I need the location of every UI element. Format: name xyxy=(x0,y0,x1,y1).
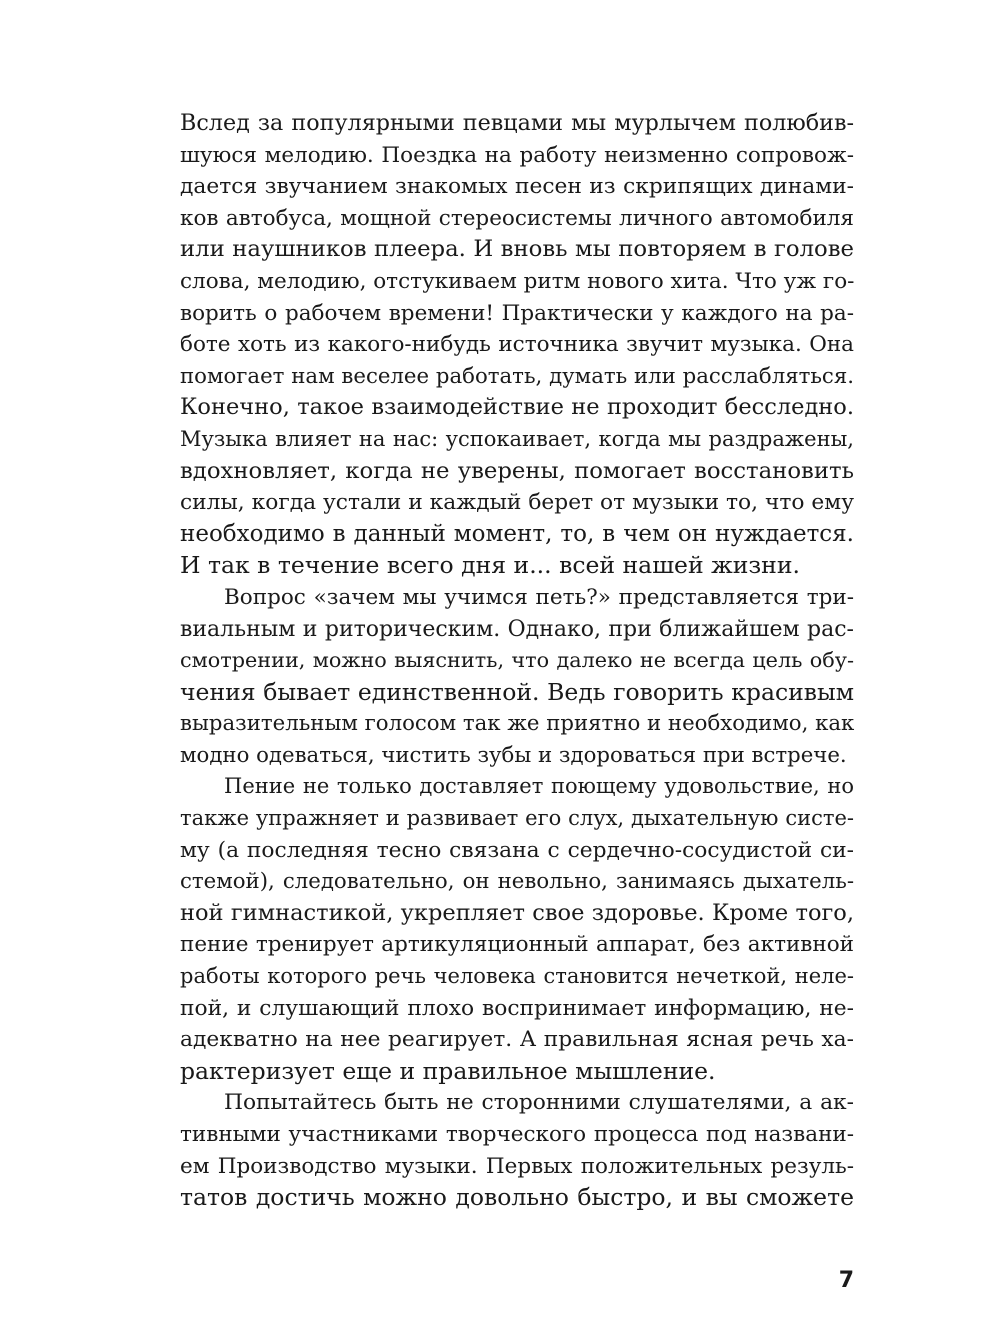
text-line: адекватно на нее реагирует. А правильная ясная речь ха- xyxy=(180,1027,854,1053)
text-line: И так в течение всего дня и... всей нашей жизни. xyxy=(180,551,800,580)
text-line: смотрении, можно выяснить, что далеко не всегда цель обу- xyxy=(180,648,854,673)
text-line: ков автобуса, мощной стереосистемы личного автомобиля xyxy=(180,205,854,231)
text-line: работы которого речь человека становится нечеткой, неле- xyxy=(180,964,854,989)
text-line: ворить о рабочем времени! Практически у каждого на ра- xyxy=(180,300,854,326)
text-line: Вопрос «зачем мы учимся петь?» представляется три- xyxy=(224,584,854,610)
text-line: слова, мелодию, отстукиваем ритм нового хита. Что уж го- xyxy=(180,268,855,294)
text-line: Конечно, такое взаимодействие не проходит бесследно. xyxy=(180,394,854,421)
text-line: необходимо в данный момент, то, в чем он нуждается. xyxy=(180,520,854,547)
text-line: Пение не только доставляет поющему удовольствие, но xyxy=(224,774,854,799)
text-line: ной гимнастикой, укрепляет свое здоровье. Кроме того, xyxy=(180,899,854,926)
text-line: Вслед за популярными певцами мы мурлычем полюбив- xyxy=(180,110,854,136)
text-line: тивными участниками творческого процесса под названи- xyxy=(180,1122,854,1147)
text-line: или наушников плеера. И вновь мы повторяем в голове xyxy=(180,236,854,263)
page-number: 7 xyxy=(838,1268,854,1293)
text-line: боте хоть из какого-нибудь источника звучит музыка. Она xyxy=(180,332,854,358)
paragraph-3 xyxy=(180,771,854,1087)
text-line: виальным и риторическим. Однако, при ближайшем рас- xyxy=(180,616,854,642)
paragraph-1 xyxy=(180,108,854,582)
paragraph-4 xyxy=(180,1087,854,1213)
text-line: помогает нам веселее работать, думать или расслабляться. xyxy=(180,363,854,389)
text-line: Музыка влияет на нас: успокаивает, когда мы раздражены, xyxy=(180,426,854,451)
text-line: пение тренирует артикуляционный аппарат, без активной xyxy=(180,932,854,958)
text-line: стемой), следовательно, он невольно, занимаясь дыхатель- xyxy=(180,869,854,895)
text-line: шуюся мелодию. Поездка на работу неизменно сопровож- xyxy=(180,142,854,168)
text-line: выразительным голосом так же приятно и необходимо, как xyxy=(180,711,855,737)
paragraph-2 xyxy=(180,582,854,772)
body-text xyxy=(180,108,854,1214)
text-line: силы, когда устали и каждый берет от музыки то, что ему xyxy=(180,490,854,516)
text-line: му (а последняя тесно связана с сердечно-сосудистой си- xyxy=(180,837,854,863)
text-line: Попытайтесь быть не сторонними слушателями, а ак- xyxy=(224,1090,854,1116)
text-line: модно одеваться, чистить зубы и здороваться при встрече. xyxy=(180,742,847,768)
text-line: чения бывает единственной. Ведь говорить красивым xyxy=(180,677,854,706)
text-line: также упражняет и развивает его слух, дыхательную систе- xyxy=(180,806,854,831)
text-line: ем Производство музыки. Первых положительных резуль- xyxy=(180,1153,854,1179)
text-line: вдохновляет, когда не уверены, помогает восстановить xyxy=(180,457,854,484)
text-line: пой, и слушающий плохо воспринимает информацию, не- xyxy=(180,995,854,1021)
text-line: рактеризует еще и правильное мышление. xyxy=(180,1056,716,1085)
text-line: дается звучанием знакомых песен из скрипящих динами- xyxy=(180,174,854,200)
text-line: татов достичь можно довольно быстро, и вы сможете xyxy=(180,1183,854,1212)
